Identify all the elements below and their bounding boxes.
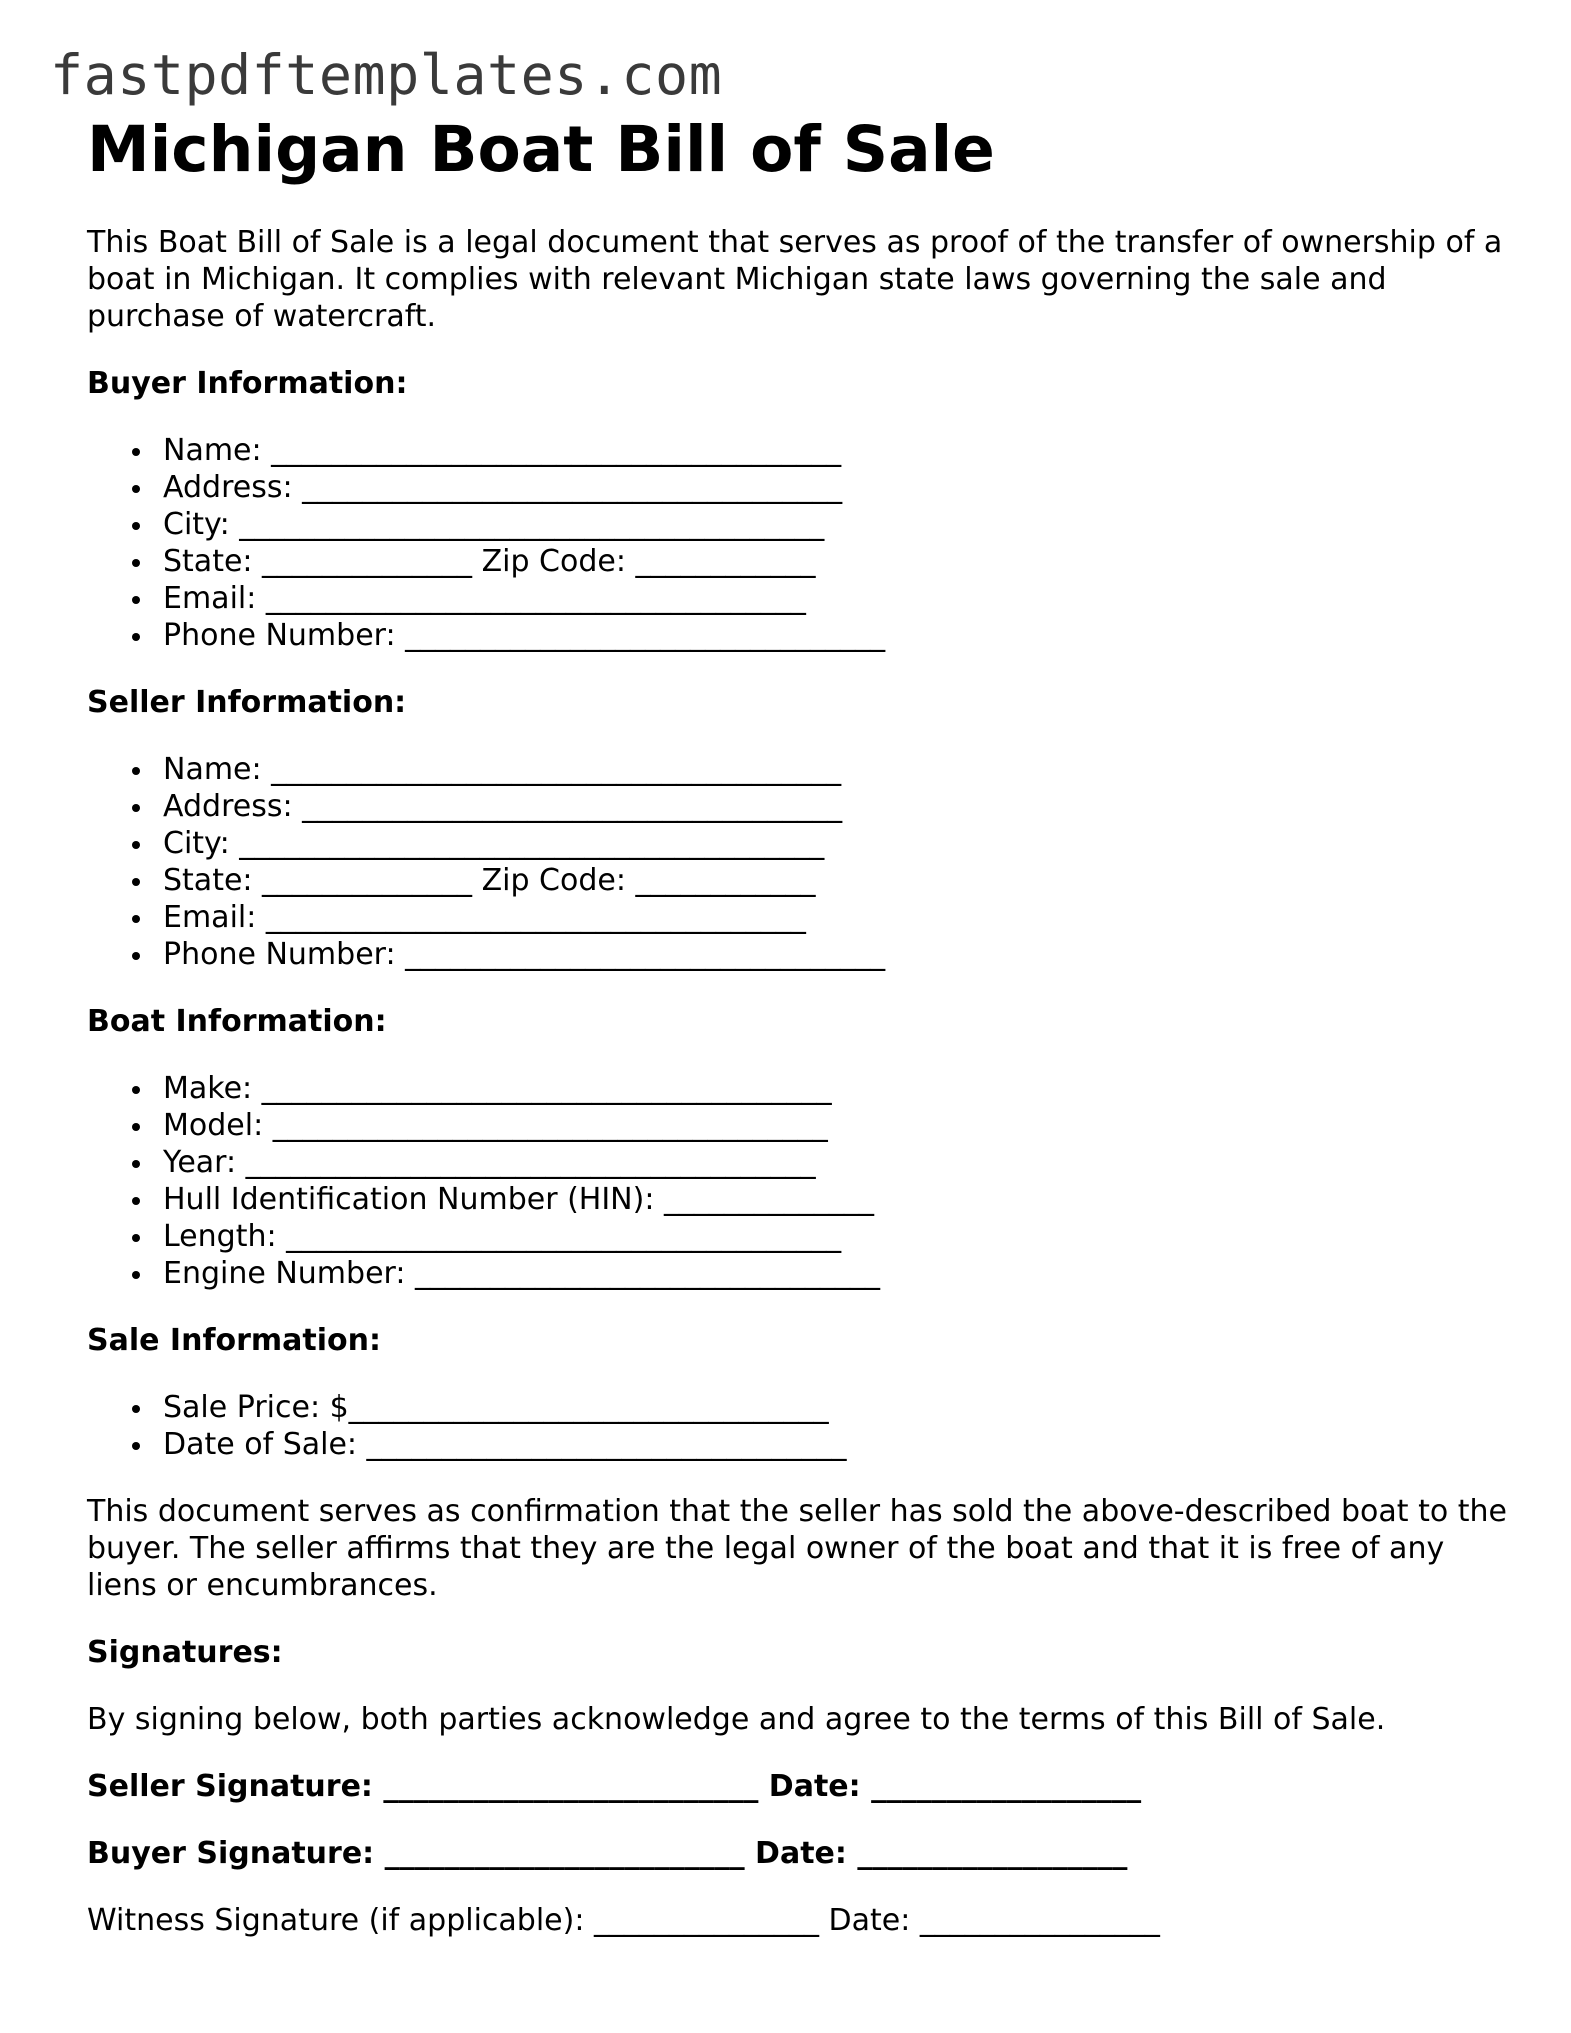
buyer-name-field[interactable]: Name: ______________________________________ [163, 432, 1507, 469]
sale-price-field[interactable]: Sale Price: $________________________________ [163, 1389, 1507, 1426]
boat-make-field[interactable]: Make: ______________________________________ [163, 1070, 1507, 1107]
signature-statement: By signing below, both parties acknowledge and agree to the terms of this Bill of Sale. [87, 1702, 1386, 1737]
boat-model-field[interactable]: Model: _____________________________________ [163, 1107, 1507, 1144]
seller-email-field[interactable]: Email: ____________________________________ [163, 899, 1507, 936]
buyer-field-list [87, 432, 1507, 654]
watermark: fastpdftemplates.com [50, 43, 723, 107]
confirmation-paragraph: This document serves as confirmation that the seller has sold the above-described boat to the buyer. The seller affirms that they are the legal owner of the boat and that it is free of any liens or encumbrances. [87, 1494, 1507, 1603]
buyer-state-zip-field[interactable]: State: ______________ Zip Code: ____________ [163, 543, 1507, 580]
sale-date-field[interactable]: Date of Sale: ________________________________ [163, 1426, 1507, 1463]
boat-length-field[interactable]: Length: _____________________________________ [163, 1218, 1507, 1255]
boat-heading: Boat Information: [87, 1004, 387, 1039]
seller-signature-line[interactable]: Seller Signature: _________________________ Date: __________________ [87, 1769, 1142, 1804]
seller-state-zip-field[interactable]: State: ______________ Zip Code: ____________ [163, 862, 1507, 899]
seller-city-field[interactable]: City: _______________________________________ [163, 825, 1507, 862]
sale-heading: Sale Information: [87, 1323, 381, 1358]
document-body [87, 112, 1507, 1939]
buyer-signature-line[interactable]: Buyer Signature: ________________________ Date: __________________ [87, 1836, 1128, 1871]
seller-name-field[interactable]: Name: ______________________________________ [163, 751, 1507, 788]
buyer-address-field[interactable]: Address: ____________________________________ [163, 469, 1507, 506]
witness-signature-line[interactable]: Witness Signature (if applicable): _______________ Date: ________________ [87, 1903, 1160, 1938]
boat-engine-number-field[interactable]: Engine Number: _______________________________ [163, 1255, 1507, 1292]
signatures-heading: Signatures: [87, 1635, 283, 1670]
sale-field-list [87, 1389, 1507, 1463]
seller-heading: Seller Information: [87, 685, 407, 720]
buyer-email-field[interactable]: Email: ____________________________________ [163, 580, 1507, 617]
buyer-phone-field[interactable]: Phone Number: ________________________________ [163, 617, 1507, 654]
boat-field-list [87, 1070, 1507, 1292]
seller-phone-field[interactable]: Phone Number: ________________________________ [163, 936, 1507, 973]
document-title: Michigan Boat Bill of Sale [87, 113, 995, 186]
seller-address-field[interactable]: Address: ____________________________________ [163, 788, 1507, 825]
buyer-city-field[interactable]: City: _______________________________________ [163, 506, 1507, 543]
intro-paragraph: This Boat Bill of Sale is a legal document that serves as proof of the transfer of ownership of a boat in Michigan. It complies with relevant Michigan state laws governing the sale and purchase of watercraft. [87, 225, 1503, 334]
boat-year-field[interactable]: Year: ______________________________________ [163, 1144, 1507, 1181]
seller-field-list [87, 751, 1507, 973]
buyer-heading: Buyer Information: [87, 366, 408, 401]
boat-hin-field[interactable]: Hull Identification Number (HIN): ______________ [163, 1181, 1507, 1218]
